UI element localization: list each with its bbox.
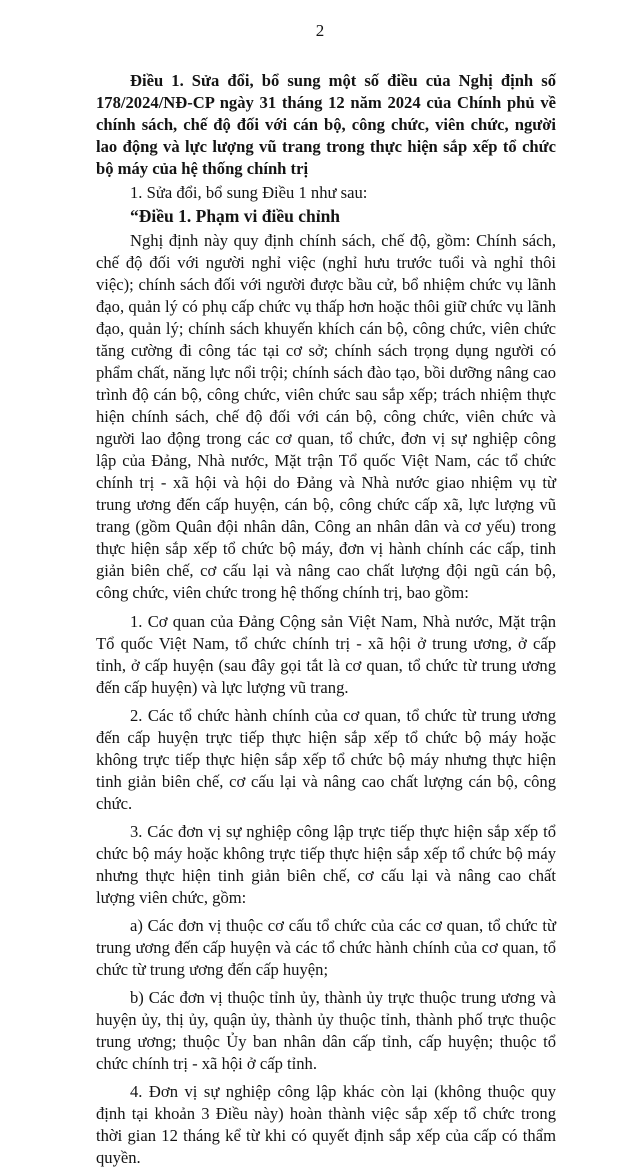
item-1-intro: 1. Sửa đổi, bổ sung Điều 1 như sau: [130, 183, 368, 202]
clause-3a: a) Các đơn vị thuộc cơ cấu tổ chức của các cơ quan, tổ chức từ trung ương đến cấp huyện và các tổ chức hành chính của cơ quan, tổ chức từ trung ương đến cấp huyện; [96, 916, 556, 979]
document-body [96, 70, 556, 1169]
clause-3: 3. Các đơn vị sự nghiệp công lập trực tiếp thực hiện sắp xếp tổ chức bộ máy hoặc không trực tiếp thực hiện sắp xếp tổ chức bộ máy nhưng thực hiện tinh giản biên chế, cơ cấu lại và nâng cao chất lượng viên chức, gồm: [96, 822, 556, 907]
clause-3b: b) Các đơn vị thuộc tỉnh ủy, thành ủy trực thuộc trung ương và huyện ủy, thị ủy, quận ủy, thành ủy thuộc tỉnh, thành phố trực thuộc trung ương; thuộc Ủy ban nhân dân cấp tỉnh, cấp huyện; thuộc tổ chức chính trị - xã hội ở cấp tỉnh. [96, 988, 556, 1073]
article-1-title: “Điều 1. Phạm vi điều chỉnh [130, 206, 341, 226]
page-number: 2 [315, 21, 325, 40]
article-heading: Điều 1. Sửa đổi, bổ sung một số điều của Nghị định số 178/2024/NĐ-CP ngày 31 tháng 12 năm 2024 của Chính phủ về chính sách, chế độ đối với cán bộ, công chức, viên chức, người lao động và lực lượng vũ trang trong thực hiện sắp xếp tổ chức bộ máy của hệ thống chính trị [96, 71, 556, 178]
clause-4: 4. Đơn vị sự nghiệp công lập khác còn lại (không thuộc quy định tại khoản 3 Điều này) hoàn thành việc sắp xếp tổ chức trong thời gian 12 tháng kể từ khi có quyết định sắp xếp của cấp có thẩm quyền. [96, 1082, 556, 1167]
scope-paragraph: Nghị định này quy định chính sách, chế độ, gồm: Chính sách, chế độ đối với người nghỉ việc (nghỉ hưu trước tuổi và nghỉ thôi việc); chính sách đối với người được bầu cử, bổ nhiệm chức vụ lãnh đạo, quản lý có phụ cấp chức vụ thấp hơn hoặc thôi giữ chức vụ lãnh đạo, quản lý; chính sách khuyến khích cán bộ, công chức, viên chức tăng cường đi công tác tại cơ sở; chính sách trọng dụng người có phẩm chất, năng lực nổi trội; chính sách đào tạo, bồi dưỡng nâng cao trình độ cán bộ, công chức, viên chức sau sắp xếp; trách nhiệm thực hiện chính sách, chế độ đối với cán bộ, công chức, viên chức và người lao động trong các cơ quan, tổ chức, đơn vị sự nghiệp công lập của Đảng, Nhà nước, Mặt trận Tổ quốc Việt Nam, các tổ chức chính trị - xã hội và hội do Đảng và Nhà nước giao nhiệm vụ từ trung ương đến cấp huyện, cán bộ, công chức cấp xã, lực lượng vũ trang (gồm Quân đội nhân dân, Công an nhân dân và cơ yếu) trong thực hiện sắp xếp tổ chức bộ máy, đơn vị hành chính các cấp, tinh giản biên chế, cơ cấu lại và nâng cao chất lượng đội ngũ cán bộ, công chức, viên chức trong hệ thống chính trị, bao gồm: [96, 231, 556, 602]
clause-1: 1. Cơ quan của Đảng Cộng sản Việt Nam, Nhà nước, Mặt trận Tổ quốc Việt Nam, tổ chức chính trị - xã hội ở trung ương, ở cấp tỉnh, ở cấp huyện (sau đây gọi tắt là cơ quan, tổ chức từ trung ương đến cấp huyện) và lực lượng vũ trang. [96, 612, 556, 697]
clause-2: 2. Các tổ chức hành chính của cơ quan, tổ chức từ trung ương đến cấp huyện trực tiếp thực hiện sắp xếp tổ chức bộ máy hoặc không trực tiếp thực hiện sắp xếp tổ chức bộ máy nhưng thực hiện tinh giản biên chế, cơ cấu lại và nâng cao chất lượng cán bộ, công chức. [96, 706, 556, 813]
